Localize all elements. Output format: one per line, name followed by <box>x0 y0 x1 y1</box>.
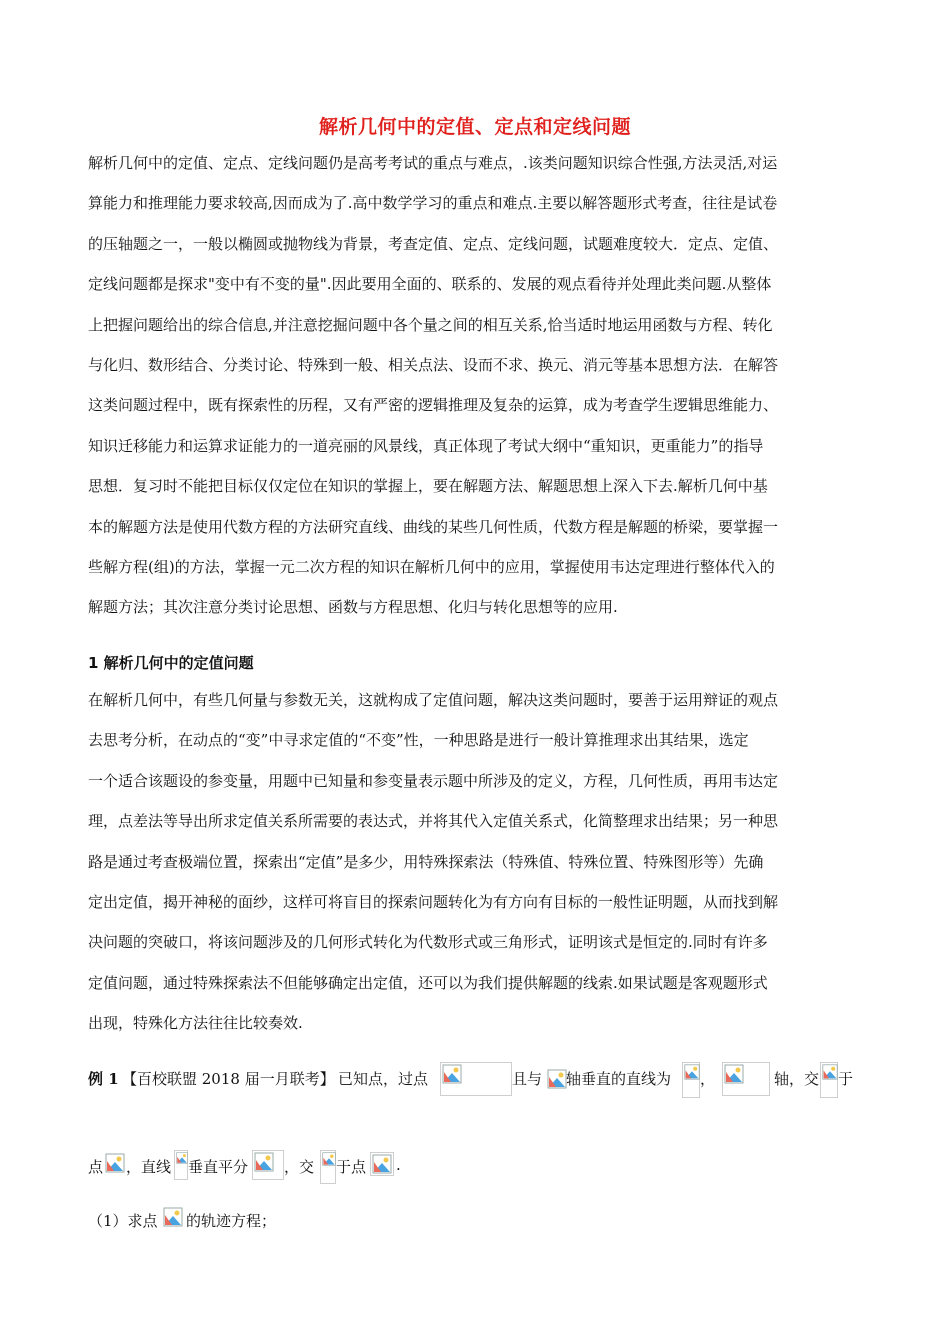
broken-image-icon <box>440 1062 512 1096</box>
example-text: ，交 <box>284 1158 315 1176</box>
page-title: 解析几何中的定值、定点和定线问题 <box>318 116 631 138</box>
text-line: 上把握问题给出的综合信息,并注意挖掘问题中各个量之间的相互关系,恰当适时地运用函数与方程、转化 <box>88 315 773 334</box>
text-line: 定出定值，揭开神秘的面纱，这样可将盲目的探索问题转化为有方向有目标的一般性证明题，从而找到解 <box>88 892 779 911</box>
example-text: 点 <box>88 1158 104 1176</box>
broken-image-icon <box>682 1062 700 1098</box>
broken-image-icon <box>546 1068 566 1088</box>
text-line: 这类问题过程中，既有探索性的历程，又有严密的逻辑推理及复杂的运算，成为考查学生逻辑思维能力、 <box>88 396 779 415</box>
question-1 <box>88 1202 388 1238</box>
example-text: 且与 <box>512 1070 543 1088</box>
text-line: 思想．复习时不能把目标仅仅定位在知识的掌握上，要在解题方法、解题思想上深入下去.解析几何中基 <box>88 477 768 496</box>
example-text: . <box>396 1156 401 1174</box>
example-text: 于 <box>838 1070 854 1088</box>
text-line: 决问题的突破口，将该问题涉及的几何形式转化为代数形式或三角形式，证明该式是恒定的.同时有许多 <box>88 933 768 952</box>
example-line-2 <box>88 1148 488 1184</box>
text-line: 的压轴题之一，一般以椭圆或抛物线为背景，考查定值、定点、定线问题，试题难度较大．定点、定值、 <box>88 234 779 253</box>
text-line: 理，点差法等导出所求定值关系所需要的表达式，并将其代入定值关系式，化简整理求出结果；另一种思 <box>88 812 779 831</box>
text-line: 解题方法；其次注意分类讨论思想、函数与方程思想、化归与转化思想等的应用. <box>88 598 618 617</box>
question-text: （1）求点 <box>88 1212 158 1230</box>
broken-image-icon <box>722 1062 770 1096</box>
example-text: 轴垂直的直线为 <box>566 1070 672 1088</box>
broken-image-icon <box>252 1150 284 1180</box>
broken-image-icon <box>320 1150 336 1184</box>
example-line-1 <box>88 1060 868 1096</box>
text-line: 本的解题方法是使用代数方程的方法研究直线、曲线的某些几何性质，代数方程是解题的桥梁，要掌握一 <box>88 517 779 536</box>
text-line: 与化归、数形结合、分类讨论、特殊到一般、相关点法、设而不求、换元、消元等基本思想方法．在解答 <box>88 355 779 374</box>
text-line: 一个适合该题设的参变量，用题中已知量和参变量表示题中所涉及的定义，方程，几何性质，再用韦达定 <box>88 771 779 790</box>
text-line: 算能力和推理能力要求较高,因而成为了.高中数学学习的重点和难点.主要以解答题形式考查，往往是试卷 <box>88 194 778 213</box>
text-line: 解析几何中的定值、定点、定线问题仍是高考考试的重点与难点，.该类问题知识综合性强,方法灵活,对运 <box>88 154 778 172</box>
section1-paragraph <box>88 680 864 1044</box>
text-line: 在解析几何中，有些几何量与参数无关，这就构成了定值问题，解决这类问题时，要善于运用辩证的观点 <box>88 691 779 709</box>
question-text: 的轨迹方程； <box>186 1212 277 1230</box>
example-text: 已知点，过点 <box>338 1070 429 1088</box>
section-heading: 1 解析几何中的定值问题 <box>88 654 254 672</box>
example-text: 于点 <box>336 1158 367 1176</box>
broken-image-icon <box>162 1206 184 1228</box>
broken-image-icon <box>370 1152 394 1176</box>
text-line: 定线问题都是探求"变中有不变的量".因此要用全面的、联系的、发展的观点看待并处理此类问题.从整体 <box>88 275 772 294</box>
text-line: 些解方程(组)的方法，掌握一元二次方程的知识在解析几何中的应用，掌握使用韦达定理进行整体代入的 <box>88 557 775 576</box>
broken-image-icon <box>104 1152 126 1174</box>
example-text: 轴，交 <box>774 1070 820 1088</box>
broken-image-icon <box>174 1150 188 1180</box>
example-label: 例 1 <box>88 1070 119 1088</box>
example-source: 【百校联盟 2018 届一月联考】 <box>122 1070 335 1088</box>
text-line: 定值问题，通过特殊探索法不但能够确定出定值，还可以为我们提供解题的线索.如果试题是客观题形式 <box>88 973 768 992</box>
broken-image-icon <box>820 1062 838 1098</box>
text-line: 去思考分析，在动点的“变”中寻求定值的“不变”性，一种思路是进行一般计算推理求出其结果，选定 <box>88 731 749 750</box>
text-line: 知识迁移能力和运算求证能力的一道亮丽的风景线，真正体现了考试大纲中“重知识，更重能力”的指导 <box>88 436 764 455</box>
text-line: 路是通过考查极端位置，探索出“定值”是多少，用特殊探索法（特殊值、特殊位置、特殊图形等）先确 <box>88 852 764 871</box>
intro-paragraph <box>88 143 864 628</box>
example-text: ，直线 <box>126 1158 172 1176</box>
text-line: 出现，特殊化方法往往比较奏效. <box>88 1014 303 1033</box>
example-text: 垂直平分 <box>188 1158 249 1176</box>
example-text: ， <box>700 1070 716 1088</box>
